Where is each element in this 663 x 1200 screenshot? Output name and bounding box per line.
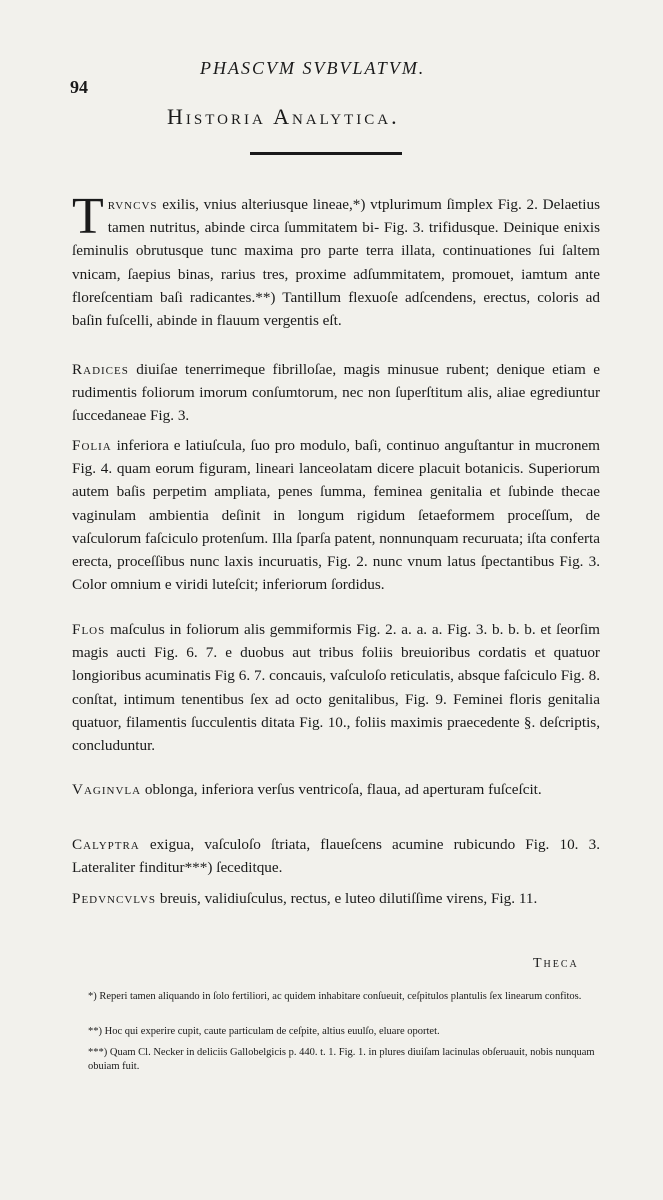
footnote-3: ***) Quam Cl. Necker in deliciis Gallobelgicis p. 440. t. 1. Fig. 1. in plures diuiſam lacinulas obſeruauit, nobis nunquam obuiam fuit. — [88, 1047, 595, 1072]
paragraph-lead: Calyptra — [72, 836, 140, 853]
paragraph-text: oblonga, inferiora verſus ventricoſa, flaua, ad aperturam fuſceſcit. — [141, 781, 542, 798]
page-number: 94 — [70, 77, 88, 97]
paragraph-text: breuis, validiuſculus, rectus, e luteo dilutiſſime virens, Fig. 11. — [156, 890, 538, 907]
paragraph-truncus — [72, 188, 600, 332]
section-heading: Historia Analytica. — [167, 104, 400, 129]
paragraph-text: exilis, vnius alteriusque lineae,*) vtplurimum ſimplex Fig. 2. Delaetius tamen nutritus, abinde circa ſummitatem bi- Fig. 3. trifidusque. Deinique enixis ſeminulis obrutusque tunc maxima pro parte terra illata, continuationes ſui ſaltem vnicam, ſaepius binas, rarius tres, proxime adſummitatem, promouet, iamtum ante floreſcentiam baſi radicantes.**) Tantillum flexuoſe adſcendens, erectus, coloris ad baſin fuſcelli, abinde in flauum vergentis eſt. — [72, 196, 600, 330]
paragraph-lead: Vaginvla — [72, 781, 142, 798]
paragraph-lead: rvncvs — [107, 196, 158, 213]
drop-cap: T — [72, 188, 104, 245]
footnote-2: **) Hoc qui experire cupit, caute particulam de ceſpite, altius euulſo, eluare oportet. — [88, 1026, 440, 1037]
paragraph-lead: Radices — [72, 361, 129, 378]
catchword: Theca — [533, 956, 579, 971]
paragraph-lead: Flos — [72, 621, 106, 638]
footnote-1: *) Reperi tamen aliquando in ſolo fertiliori, ac quidem inhabitare conſueuit, ceſpitulos plantulis ſex linearum confitos. — [88, 991, 582, 1002]
paragraph-flos — [72, 618, 600, 757]
paragraph-lead: Folia — [72, 437, 112, 454]
paragraph-radices — [72, 358, 600, 428]
paragraph-lead: Pedvncvlvs — [72, 890, 157, 907]
paragraph-text: diuiſae tenerrimeque fibrilloſae, magis minusue rubent; denique etiam e rudimentis foliorum imorum conſumtorum, nec non ſuperſtitum alis, aliae egrediuntur ſuccedaneae Fig. 3. — [72, 361, 600, 425]
paragraph-folia — [72, 434, 600, 596]
paragraph-pedunculus — [72, 887, 600, 910]
paragraph-text: exigua, vaſculoſo ſtriata, flaueſcens acumine rubicundo Fig. 10. 3. Lateraliter finditur***) ſeceditque. — [72, 836, 600, 877]
paragraph-vaginula — [72, 778, 600, 801]
paragraph-text: maſculus in foliorum alis gemmiformis Fig. 2. a. a. a. Fig. 3. b. b. b. et ſeorſim magis aucti Fig. 6. 7. e duobus aut tribus foliis breuioribus cordatis et quatuor longioribus acuminatis Fig 6. 7. concauis, vaſculoſo reticulatis, absque faſciculo Fig. 8. conſtat, intimum tenentibus ſex ad octo genitalibus, Fig. 9. Feminei floris genitalia quatuor, filamentis ſucculentis ditata Fig. 10., foliis maximis praecedente §. deſcriptis, concluduntur. — [72, 621, 600, 755]
paragraph-calyptra — [72, 833, 600, 879]
running-title: PHASCVM SVBVLATVM. — [200, 58, 426, 78]
paragraph-text: inferiora e latiuſcula, ſuo pro modulo, baſi, continuo anguſtantur in mucronem Fig. 4. quam eorum figuram, lineari lanceolatam dicere placuit botanicis. Superiorum autem baſis perpetim ampliata, penes ſumma, feminea genitalia et ſubinde thecae vaginulam ambientia deſinit in longum rigidum ſetaeformem proceſſum, de vaſculorum faſciculo protenſum. Illa ſparſa patent, nonnunquam recuruata; iſta conferta erecta, proceſſibus nunc laxis incuruatis, Fig. 2. nunc vnum latus ſpectantibus Fig. 3. Color omnium e viridi luteſcit; inferiorum ſordidus. — [72, 437, 600, 594]
heading-rule — [250, 152, 402, 155]
